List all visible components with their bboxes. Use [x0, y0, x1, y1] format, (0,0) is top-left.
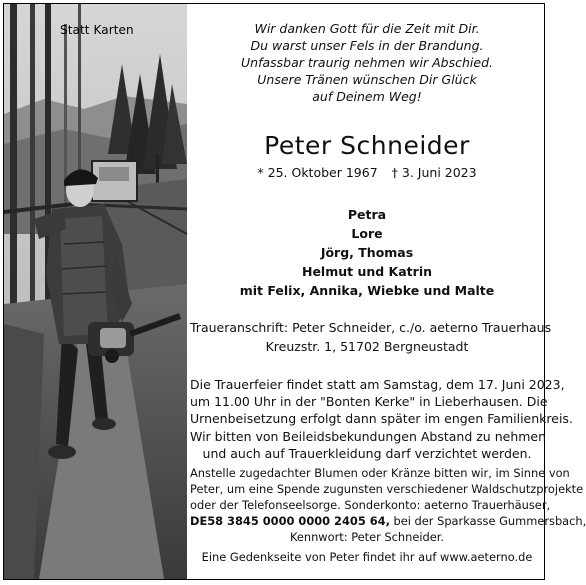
- donation-line: Anstelle zugedachter Blumen oder Kränze bitten wir, im Sinne von: [190, 466, 570, 480]
- ceremony-line: um 11.00 Uhr in der "Bonten Kerke" in Lieberhausen. Die: [190, 394, 548, 410]
- address-line: Traueranschrift: Peter Schneider, c./o. aeterno Trauerhaus: [190, 320, 552, 335]
- donation-line: oder der Telefonseelsorge. Sonderkonto: aeterno Trauerhäuser,: [190, 498, 551, 512]
- mourner-name: Jörg, Thomas: [320, 245, 414, 260]
- mourner-name: mit Felix, Annika, Wiebke und Malte: [239, 283, 495, 298]
- mourner-name: Helmut und Katrin: [301, 264, 433, 279]
- ceremony-line: Urnenbeisetzung erfolgt dann später im engen Familienkreis.: [190, 411, 573, 427]
- memorial-page-note: Eine Gedenkseite von Peter findet ihr auf www.aeterno.de: [201, 550, 533, 564]
- birth-date: * 25. Oktober 1967: [257, 165, 378, 180]
- bank-iban: DE58 3845 0000 0000 2405 64,: [190, 514, 390, 528]
- address-line: Kreuzstr. 1, 51702 Bergneustadt: [265, 339, 469, 354]
- poem-line: Unfassbar traurig nehmen wir Abschied.: [241, 55, 493, 70]
- donation-line: [190, 513, 586, 529]
- ceremony-line: Wir bitten von Beileidsbekundungen Abstand zu nehmen: [190, 428, 547, 444]
- poem-line: Du warst unser Fels in der Brandung.: [250, 38, 484, 53]
- donation-request: [190, 465, 586, 545]
- death-date: † 3. Juni 2023: [391, 165, 477, 180]
- poem-line: Unsere Tränen wünschen Dir Glück: [257, 72, 477, 87]
- deceased-name: Peter Schneider: [264, 131, 470, 160]
- poem: [190, 20, 544, 105]
- poem-line: auf Deinem Weg!: [312, 89, 422, 104]
- bank-name: bei der Sparkasse Gummersbach,: [389, 514, 586, 528]
- mourner-name: Lore: [351, 226, 383, 241]
- ceremony-info: [190, 376, 573, 462]
- donation-line: Kennwort: Peter Schneider.: [289, 530, 445, 544]
- ceremony-line: und auch auf Trauerkleidung darf verzichtet werden.: [202, 445, 532, 461]
- mourning-address: [190, 318, 552, 356]
- mourners-list: [190, 205, 544, 300]
- portrait-photo: [4, 4, 187, 579]
- mourner-name: Petra: [347, 207, 387, 222]
- ceremony-line: Die Trauerfeier findet statt am Samstag, dem 17. Juni 2023,: [190, 377, 565, 392]
- life-dates: [190, 165, 544, 181]
- donation-line: Peter, um eine Spende zugunsten verschiedener Waldschutzprojekte: [190, 482, 584, 496]
- photo-caption: Statt Karten: [60, 23, 134, 37]
- poem-line: Wir danken Gott für die Zeit mit Dir.: [254, 21, 480, 36]
